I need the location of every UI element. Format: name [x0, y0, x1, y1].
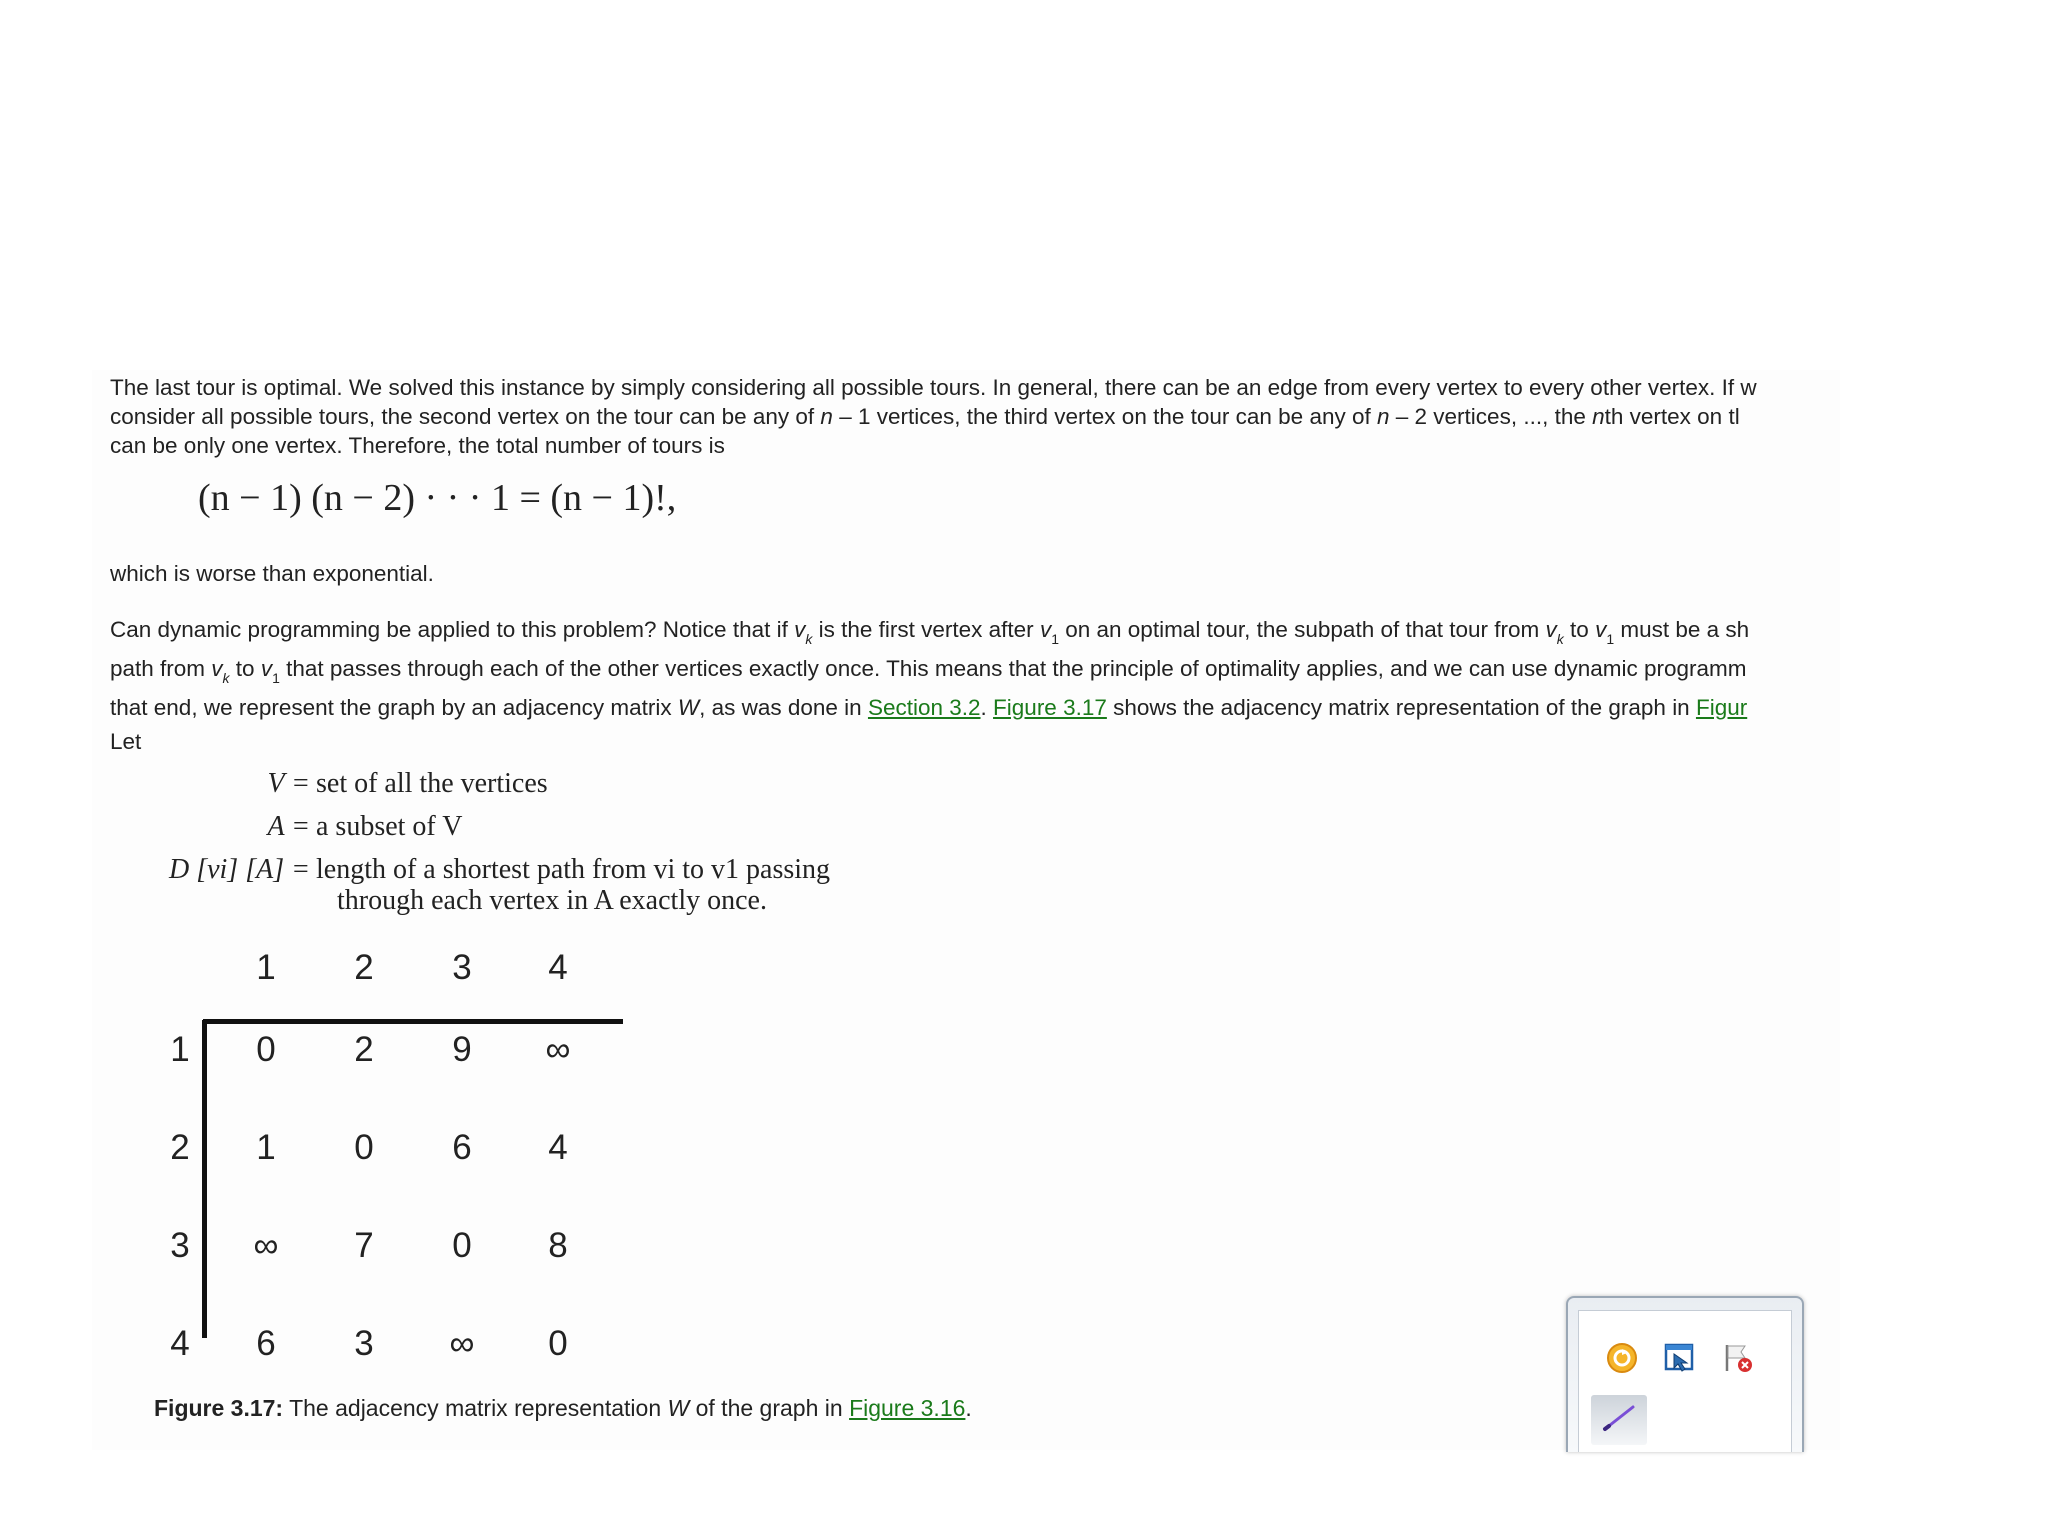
paragraph-line-3: can be only one vertex. Therefore, the total number of tours is: [110, 433, 725, 458]
definition-lhs: D [vi] [A] =: [168, 854, 310, 885]
window-select-icon[interactable]: [1663, 1341, 1697, 1375]
column-header: 4: [548, 948, 568, 987]
paragraph-line-3: that end, we represent the graph by an adjacency matrix W, as was done in Section 3.2. Figure 3.17 shows the adjacency matrix representation of the graph in Figur: [110, 695, 1748, 720]
paragraph-line-1: Can dynamic programming be applied to this problem? Notice that if $v_k$ is the first vertex after $v_1$ on an optimal tour, the subpath of that tour from $v_k$ to $v_1$ must be a sh: [110, 617, 1750, 647]
figure-3-17-link[interactable]: Figure 3.17: [993, 695, 1107, 720]
ink-tools-panel: [1578, 1310, 1792, 1452]
section-3-2-link[interactable]: Section 3.2: [867, 695, 981, 720]
matrix-cell: 4: [548, 1128, 568, 1167]
figure-label: Figure 3.17:: [154, 1395, 284, 1421]
matrix-cell: 6: [452, 1128, 472, 1167]
matrix-cell: 8: [548, 1226, 568, 1265]
circle-arrow-icon[interactable]: [1605, 1341, 1639, 1375]
matrix-cell: ∞: [253, 1226, 279, 1265]
definition-continuation: through each vertex in A exactly once.: [337, 885, 767, 916]
matrix-cell: 0: [354, 1128, 374, 1167]
definition-rhs: a subset of V: [316, 811, 463, 842]
paragraph-line-4: Let: [110, 729, 142, 754]
matrix-top-rule: [203, 1019, 623, 1024]
row-header: 2: [170, 1128, 190, 1167]
paragraph-exponential: which is worse than exponential.: [110, 561, 434, 586]
matrix-cell: 2: [354, 1030, 374, 1069]
matrix-cell: 9: [452, 1030, 472, 1069]
paragraph-tours: [110, 373, 1840, 460]
tour-count-equation: (n − 1) (n − 2) · · · 1 = (n − 1)!,: [198, 477, 677, 519]
matrix-cell: 0: [256, 1030, 276, 1069]
adjacency-matrix: [132, 948, 652, 1388]
figure-caption: Figure 3.17: The adjacency matrix representation W of the graph in Figure 3.16.: [154, 1395, 972, 1421]
matrix-cell: 3: [354, 1324, 374, 1363]
matrix-cell: 1: [256, 1128, 276, 1167]
paragraph-dynamic-programming: [110, 610, 1840, 756]
matrix-cell: ∞: [449, 1324, 475, 1363]
matrix-cell: ∞: [545, 1030, 571, 1069]
column-header: 3: [452, 948, 472, 987]
paragraph-line-2: path from $v_k$ to $v_1$ that passes through each of the other vertices exactly once. This means that the principle of optimality applies, and we can use dynamic programm: [110, 656, 1747, 686]
figure-3-16-link[interactable]: Figure 3.16: [849, 1395, 966, 1421]
matrix-cell: 0: [548, 1324, 568, 1363]
paragraph-line-2: consider all possible tours, the second vertex on the tour can be any of n – 1 vertices, the third vertex on the tour can be any of n – 2 vertices, ..., the nth vertex on tl: [110, 404, 1740, 429]
paragraph-line-1: The last tour is optimal. We solved this instance by simply considering all possible tours. In general, there can be an edge from every vertex to every other vertex. If w: [110, 375, 1757, 400]
definition-lhs: A =: [267, 811, 310, 842]
column-header: 2: [354, 948, 374, 987]
column-header: 1: [256, 948, 276, 987]
document-content: [92, 370, 1840, 1450]
definition-rhs: length of a shortest path from vi to v1 passing: [316, 854, 831, 885]
matrix-cell: 6: [256, 1324, 276, 1363]
matrix-cell: 7: [354, 1226, 374, 1265]
pen-icon[interactable]: [1591, 1395, 1647, 1445]
row-header: 1: [170, 1030, 190, 1069]
flag-delete-icon[interactable]: [1721, 1341, 1755, 1375]
matrix-left-rule: [202, 1020, 207, 1338]
matrix-cell: 0: [452, 1226, 472, 1265]
row-header: 3: [170, 1226, 190, 1265]
definition-rhs: set of all the vertices: [316, 768, 548, 799]
ink-tools-widget: [1566, 1296, 1804, 1452]
row-header: 4: [170, 1324, 190, 1363]
figure-link-truncated[interactable]: Figur: [1695, 695, 1748, 720]
definition-lhs: V =: [267, 768, 310, 799]
